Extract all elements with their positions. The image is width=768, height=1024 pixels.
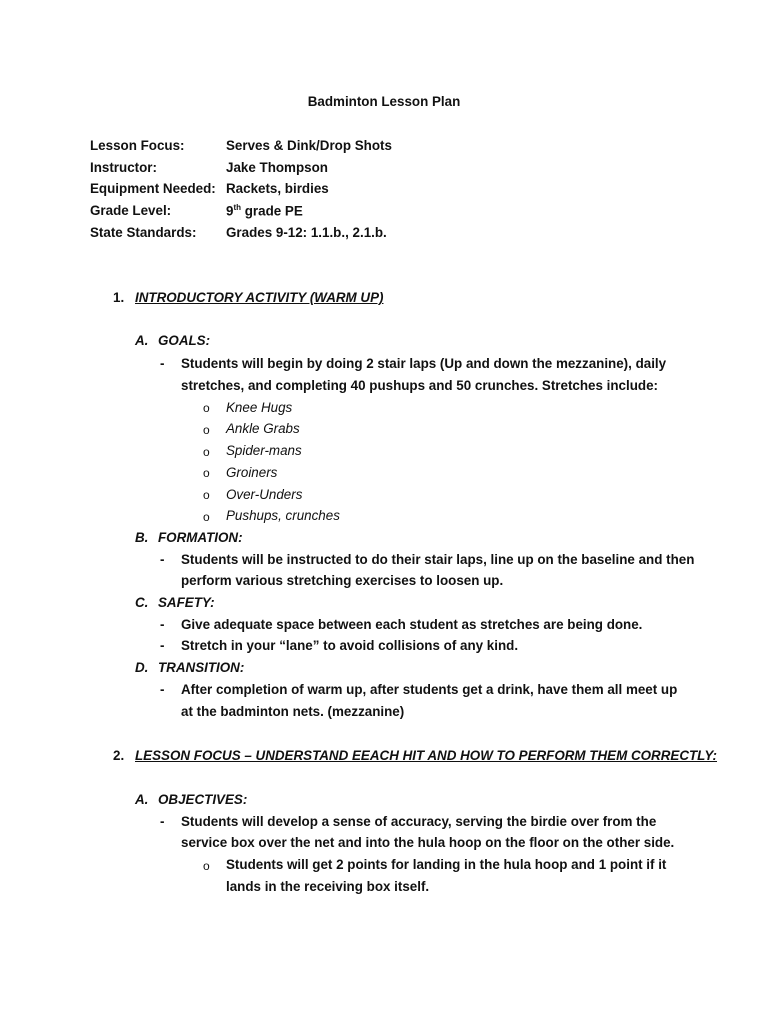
formation-line-2: perform various stretching exercises to loosen up. xyxy=(181,573,504,588)
grade-suffix: grade PE xyxy=(241,203,303,219)
safety-item-2: Stretch in your “lane” to avoid collisions of any kind. xyxy=(181,638,519,653)
safety-dash-2: - xyxy=(160,638,165,653)
info-label-grade-level: Grade Level: xyxy=(90,203,172,218)
transition-line-1: After completion of warm up, after students get a drink, have them all meet up xyxy=(181,682,678,697)
objectives-line-1: Students will develop a sense of accuracy, serving the birdie over from the xyxy=(181,814,657,829)
objectives-letter: A. xyxy=(135,792,149,807)
formation-letter: B. xyxy=(135,530,149,545)
stretch-bullet-4: o xyxy=(203,466,210,480)
grade-number: 9 xyxy=(226,203,234,219)
stretch-item-2: Ankle Grabs xyxy=(226,421,300,436)
formation-line-1: Students will be instructed to do their stair laps, line up on the baseline and then xyxy=(181,552,695,567)
section-1-number: 1. xyxy=(113,290,125,305)
stretch-bullet-5: o xyxy=(203,488,210,502)
objectives-dash: - xyxy=(160,814,165,829)
objectives-sub-line-1: Students will get 2 points for landing in the hula hoop and 1 point if it xyxy=(226,857,667,872)
info-label-instructor: Instructor: xyxy=(90,160,157,175)
goals-line-1: Students will begin by doing 2 stair laps (Up and down the mezzanine), daily xyxy=(181,356,667,371)
objectives-line-2: service box over the net and into the hula hoop on the floor on the other side. xyxy=(181,835,675,850)
formation-heading: FORMATION: xyxy=(158,530,243,545)
section-2-title: LESSON FOCUS – UNDERSTAND EEACH HIT AND HOW TO PERFORM THEM CORRECTLY: xyxy=(135,748,718,763)
formation-dash: - xyxy=(160,552,165,567)
safety-heading: SAFETY: xyxy=(158,595,215,610)
goals-line-2: stretches, and completing 40 pushups and 50 crunches. Stretches include: xyxy=(181,378,658,393)
section-2-number: 2. xyxy=(113,748,125,763)
stretch-bullet-3: o xyxy=(203,445,210,459)
info-label-equipment: Equipment Needed: xyxy=(90,181,216,196)
info-value-state-standards: Grades 9-12: 1.1.b., 2.1.b. xyxy=(226,225,387,240)
goals-dash: - xyxy=(160,356,165,371)
transition-heading: TRANSITION: xyxy=(158,660,245,675)
stretch-bullet-2: o xyxy=(203,423,210,437)
goals-letter: A. xyxy=(135,333,149,348)
safety-letter: C. xyxy=(135,595,149,610)
safety-item-1: Give adequate space between each student as stretches are being done. xyxy=(181,617,643,632)
document-title: Badminton Lesson Plan xyxy=(307,94,461,109)
stretch-bullet-6: o xyxy=(203,510,210,524)
objectives-sub-line-2: lands in the receiving box itself. xyxy=(226,879,430,894)
stretch-item-1: Knee Hugs xyxy=(226,400,293,415)
safety-dash-1: - xyxy=(160,617,165,632)
transition-line-2: at the badminton nets. (mezzanine) xyxy=(181,704,405,719)
info-value-grade-level xyxy=(226,203,303,218)
goals-heading: GOALS: xyxy=(158,333,211,348)
stretch-bullet-1: o xyxy=(203,401,210,415)
info-value-instructor: Jake Thompson xyxy=(226,160,328,175)
objectives-sub-bullet: o xyxy=(203,859,210,873)
objectives-heading: OBJECTIVES: xyxy=(158,792,248,807)
transition-letter: D. xyxy=(135,660,149,675)
stretch-item-4: Groiners xyxy=(226,465,278,480)
stretch-item-5: Over-Unders xyxy=(226,487,303,502)
stretch-item-6: Pushups, crunches xyxy=(226,508,340,523)
grade-superscript: th xyxy=(233,203,242,212)
info-label-state-standards: State Standards: xyxy=(90,225,197,240)
info-value-equipment: Rackets, birdies xyxy=(226,181,329,196)
transition-dash: - xyxy=(160,682,165,697)
info-label-lesson-focus: Lesson Focus: xyxy=(90,138,185,153)
section-1-title: INTRODUCTORY ACTIVITY (WARM UP) xyxy=(135,290,384,305)
stretch-item-3: Spider-mans xyxy=(226,443,302,458)
info-value-lesson-focus: Serves & Dink/Drop Shots xyxy=(226,138,392,153)
